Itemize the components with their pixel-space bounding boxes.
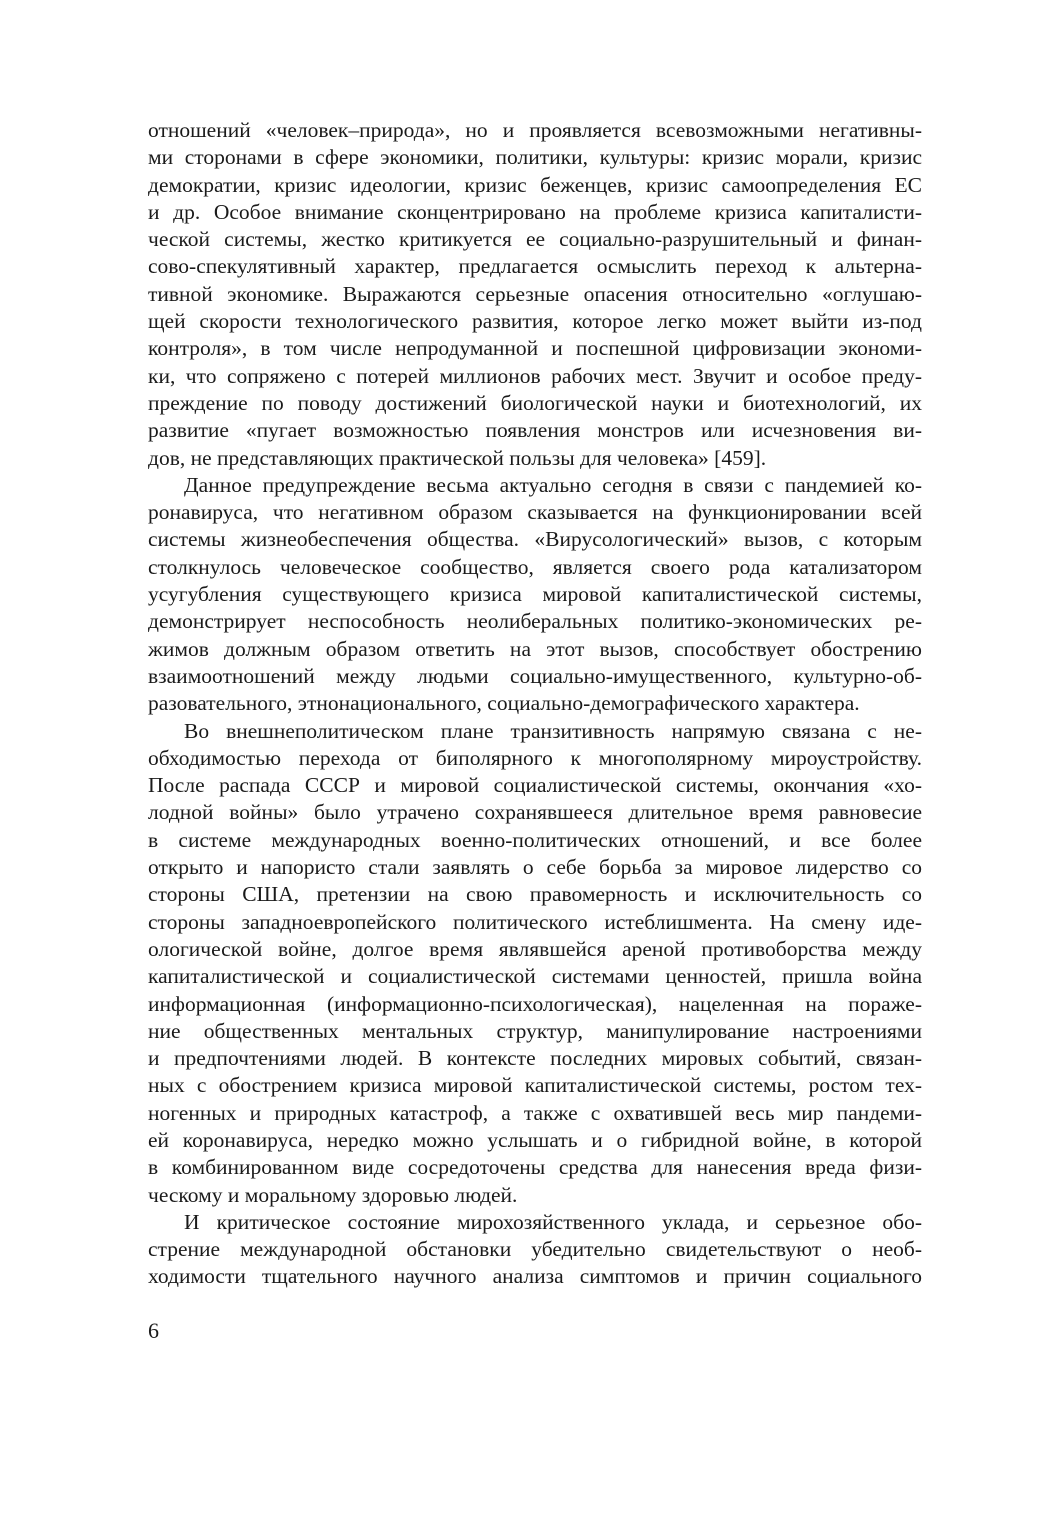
text-line: После распада СССР и мировой социалистической системы, окончания «хо- [148,773,922,798]
paragraph-2 [148,472,922,718]
text-line: сово-спекулятивный характер, предлагается осмыслить переход к альтерна- [148,254,922,279]
text-line: И критическое состояние мирохозяйственного уклада, и серьезное обо- [184,1209,922,1234]
body-text [148,117,922,1291]
text-line: развитие «пугает возможностью появления монстров или исчезновения ви- [148,418,922,443]
text-line: усугубления существующего кризиса мировой капиталистической системы, [148,582,922,607]
paragraph-4 [148,1209,922,1291]
paragraph-3 [148,718,922,1209]
text-line: и предпочтениями людей. В контексте последних мировых событий, связан- [148,1046,922,1071]
text-line: взаимоотношений между людьми социально-имущественного, культурно-об- [148,663,922,688]
text-line: ологической войне, долгое время являвшейся ареной противоборства между [148,936,922,961]
text-line: ние общественных ментальных структур, манипулирование настроениями [148,1018,922,1043]
text-line: ногенных и природных катастроф, а также с охватившей весь мир пандеми- [148,1100,922,1125]
text-line: преждение по поводу достижений биологической науки и биотехнологий, их [148,390,922,415]
text-line: жимов должным образом ответить на этот вызов, способствует обострению [148,636,922,661]
text-line: системы жизнеобеспечения общества. «Вирусологический» вызов, с которым [148,527,922,552]
text-line: ми сторонами в сфере экономики, политики, культуры: кризис морали, кризис [148,145,922,170]
text-line: ей коронавируса, нередко можно услышать и о гибридной войне, в которой [148,1127,922,1152]
text-line: щей скорости технологического развития, которое легко может выйти из-под [148,309,922,334]
text-line: стороны западноевропейского политического истеблишмента. На смену иде- [148,909,922,934]
paragraph-1 [148,117,922,472]
text-line: информационная (информационно-психологическая), нацеленная на пораже- [148,991,922,1016]
text-line: и др. Особое внимание сконцентрировано на проблеме кризиса капиталисти- [148,199,922,224]
text-line: ронавируса, что негативном образом сказывается на функционировании всей [148,500,922,525]
text-line: контроля», в том числе непродуманной и поспешной цифровизации экономи- [148,336,922,361]
text-line: дов, не представляющих практической пользы для человека» [459]. [148,445,767,470]
text-line: ческому и моральному здоровью людей. [148,1182,518,1207]
text-line: столкнулось человеческое сообщество, является своего рода катализатором [148,554,922,579]
text-line: ных с обострением кризиса мировой капиталистической системы, ростом тех- [148,1073,922,1098]
text-line: разовательного, этнонационального, социально-демографического характера. [148,691,860,716]
text-line: лодной войны» было утрачено сохранявшееся длительное время равновесие [148,800,922,825]
text-line: ки, что сопряжено с потерей миллионов рабочих мест. Звучит и особое преду- [148,363,922,388]
text-line: стрение международной обстановки убедительно свидетельствуют о необ- [148,1237,922,1262]
text-line: демонстрирует неспособность неолиберальных политико-экономических ре- [148,609,922,634]
page-number: 6 [148,1318,159,1343]
text-line: стороны США, претензии на свою правомерность и исключительность со [148,882,922,907]
text-line: демократии, кризис идеологии, кризис беженцев, кризис самоопределения ЕС [148,172,922,197]
text-line: капиталистической и социалистической системами ценностей, пришла война [148,964,922,989]
text-line: обходимостью перехода от биполярного к многополярному мироустройству. [148,745,922,770]
text-line: тивной экономике. Выражаются серьезные опасения относительно «оглушаю- [148,281,922,306]
text-line: в комбинированном виде сосредоточены средства для нанесения вреда физи- [148,1155,922,1180]
text-line: ческой системы, жестко критикуется ее социально-разрушительный и финан- [148,227,922,252]
text-line: ходимости тщательного научного анализа симптомов и причин социального [148,1264,922,1289]
text-line: Данное предупреждение весьма актуально сегодня в связи с пандемией ко- [184,472,922,497]
text-line: отношений «человек–природа», но и проявляется всевозможными негативны- [148,118,922,142]
text-line: открыто и напористо стали заявлять о себе борьба за мировое лидерство со [148,855,922,880]
text-line: в системе международных военно-политических отношений, и все более [148,827,922,852]
text-line: Во внешнеполитическом плане транзитивность напрямую связана с не- [184,718,922,743]
